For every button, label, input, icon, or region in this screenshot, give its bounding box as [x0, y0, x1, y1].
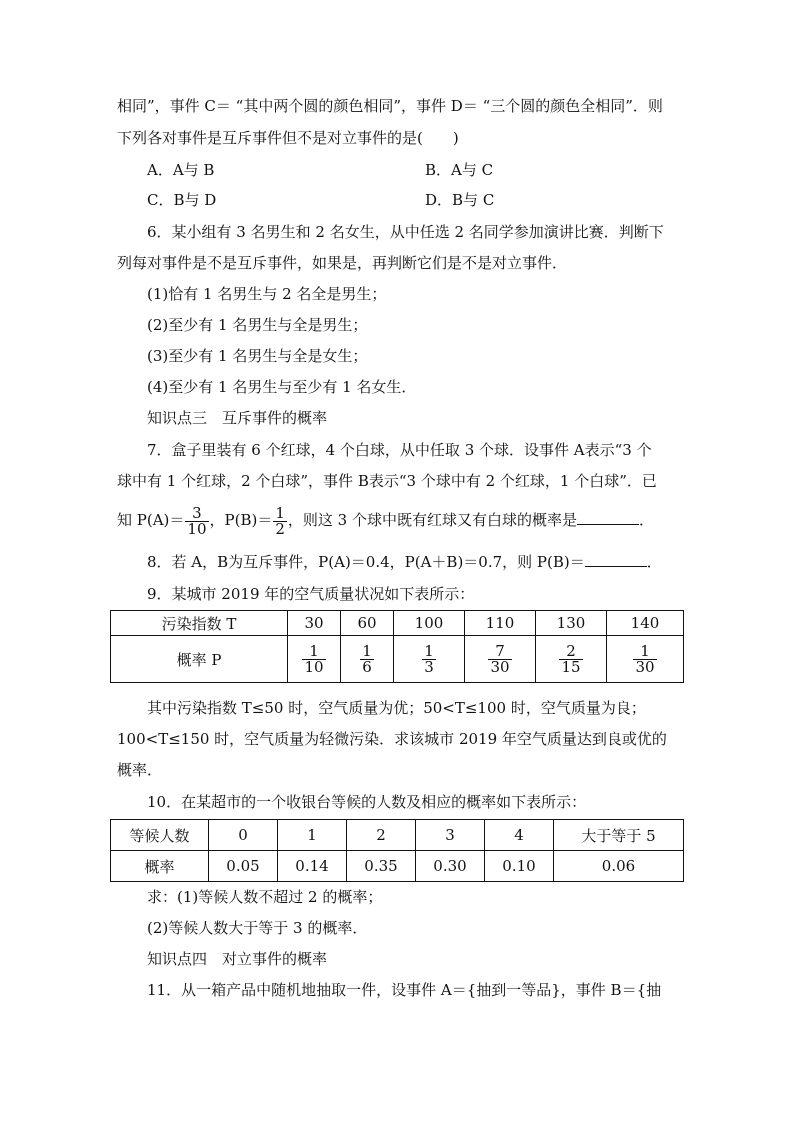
q5-option-d: D．B与 C [425, 191, 495, 209]
q6-item-4: (4)至少有 1 名男生与至少有 1 名女生． [147, 378, 417, 396]
q9-text-line1: 其中污染指数 T≤50 时，空气质量为优；50<T≤100 时，空气质量为良； [147, 699, 646, 717]
q8-answer-blank[interactable] [585, 552, 647, 567]
q10-value-cell: 0.35 [347, 851, 416, 882]
q9-prob-cell: $\frac{2}{15}$ [536, 636, 607, 683]
q7-fraction-pb: $\frac{1}{2}$ [275, 503, 285, 538]
q7-text-pa: 知 P(A)＝ [117, 511, 185, 529]
q9-index-cell: 100 [394, 611, 465, 636]
q10-header-cell: 2 [347, 820, 416, 851]
q7-text-question: ，则这 3 个球中既有红球又有白球的概率是 [287, 511, 577, 529]
q7-stem-line3: 知 P(A)＝ $\frac{3}{10}$ ，P(B)＝ $\frac{1}{2}$ ，则这 3 个球中既有红球又有白球的概率是 ． [117, 503, 654, 538]
q10-value-cell: 0.30 [416, 851, 485, 882]
q5-stem-line1: 相同”，事件 C＝ “其中两个圆的颜色相同”，事件 D＝ “三个圆的颜色全相同”．则 [117, 97, 663, 115]
section-heading-3: 知识点三 互斥事件的概率 [147, 409, 328, 427]
section-heading-4: 知识点四 对立事件的概率 [147, 950, 328, 968]
q9-index-cell: 130 [536, 611, 607, 636]
q6-item-1: (1)恰有 1 名男生与 2 名全是男生； [147, 285, 387, 303]
q7-stem-line2: 球中有 1 个红球，2 个白球”，事件 B表示“3 个球中有 2 个红球，1 个白球”．已 [117, 472, 657, 490]
q9-prob-cell: $\frac{7}{30}$ [465, 636, 536, 683]
q7-text-pb: ，P(B)＝ [209, 511, 273, 529]
q9-table [110, 610, 684, 683]
q5-stem-line2: 下列各对事件是互斥事件但不是对立事件的是( ) [117, 129, 459, 147]
q5-option-b: B．A与 C [425, 161, 494, 179]
q6-item-2: (2)至少有 1 名男生与全是男生； [147, 316, 368, 334]
q9-intro: 9．某城市 2019 年的空气质量状况如下表所示： [147, 585, 475, 603]
q9-index-cell: 140 [607, 611, 684, 636]
q8-stem: 8．若 A，B为互斥事件，P(A)＝0.4，P(A＋B)＝0.7，则 P(B)＝ ． [147, 553, 662, 571]
q9-text-line3: 概率． [117, 761, 163, 779]
q11-stem-line1: 11．从一箱产品中随机地抽取一件，设事件 A＝{抽到一等品}，事件 B＝{抽 [147, 981, 662, 999]
q10-header-cell: 3 [416, 820, 485, 851]
q9-index-cell: 110 [465, 611, 536, 636]
q10-table [110, 819, 684, 882]
q10-question-1: 求：(1)等候人数不超过 2 的概率； [147, 888, 383, 906]
q10-header-cell: 4 [485, 820, 554, 851]
q10-value-cell: 0.10 [485, 851, 554, 882]
q9-text-line2: 100<T≤150 时，空气质量为轻微污染．求该城市 2019 年空气质量达到良或优的 [117, 730, 667, 748]
q6-stem-line1: 6．某小组有 3 名男生和 2 名女生，从中任选 2 名同学参加演讲比赛．判断下 [147, 223, 664, 241]
q6-stem-line2: 列每对事件是不是互斥事件，如果是，再判断它们是不是对立事件． [117, 254, 568, 272]
q9-prob-cell: $\frac{1}{30}$ [607, 636, 684, 683]
q10-header-cell: 0 [209, 820, 278, 851]
q9-header-index: 污染指数 T [111, 611, 288, 636]
q10-value-cell: 0.14 [278, 851, 347, 882]
q9-prob-cell: $\frac{1}{6}$ [341, 636, 394, 683]
q10-intro: 10．在某超市的一个收银台等候的人数及相应的概率如下表所示： [147, 793, 587, 811]
q9-index-cell: 60 [341, 611, 394, 636]
q10-header-cell: 1 [278, 820, 347, 851]
q10-header-cell: 大于等于 5 [554, 820, 684, 851]
q5-option-c: C．B与 D [147, 191, 217, 209]
q9-prob-cell: $\frac{1}{3}$ [394, 636, 465, 683]
q7-answer-blank[interactable] [577, 510, 639, 525]
q9-header-prob: 概率 P [111, 636, 288, 683]
q6-item-3: (3)至少有 1 名男生与全是女生； [147, 347, 368, 365]
q10-question-2: (2)等候人数大于等于 3 的概率． [147, 919, 368, 937]
q10-value-cell: 0.05 [209, 851, 278, 882]
q9-index-cell: 30 [288, 611, 341, 636]
q10-value-cell: 0.06 [554, 851, 684, 882]
q10-value-cell: 概率 [111, 851, 209, 882]
q5-option-a: A．A与 B [147, 161, 215, 179]
q7-stem-line1: 7．盒子里装有 6 个红球，4 个白球，从中任取 3 个球．设事件 A表示“3 个 [147, 441, 652, 459]
q10-header-cell: 等候人数 [111, 820, 209, 851]
q7-fraction-pa: $\frac{3}{10}$ [187, 503, 207, 538]
q9-prob-cell: $\frac{1}{10}$ [288, 636, 341, 683]
